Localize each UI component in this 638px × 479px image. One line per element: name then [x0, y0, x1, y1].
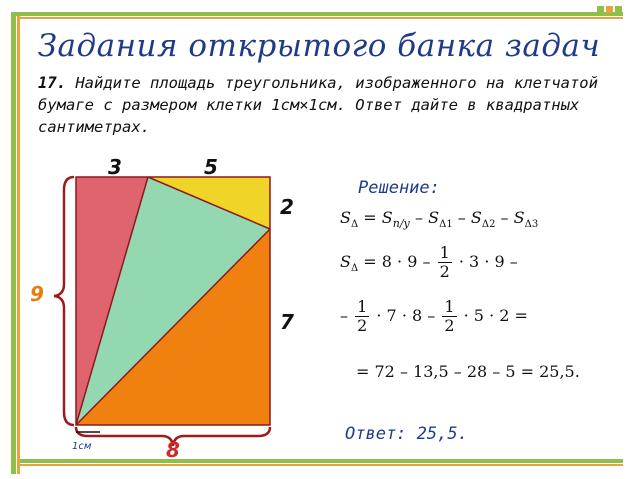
slide-title: Задания открытого банка задач	[37, 28, 601, 64]
label-top-left: 3	[108, 155, 122, 179]
label-right-bottom: 7	[280, 310, 294, 334]
label-height: 9	[30, 282, 44, 306]
unit-label: 1см	[72, 441, 92, 452]
problem-text: Найдите площадь треугольника, изображенного на клетчатой бумаге с размером клетки 1см×1см. Ответ дайте в квадратных сантиметрах.	[38, 74, 598, 136]
formula-line-4: = 72 – 13,5 – 28 – 5 = 25,5.	[356, 362, 580, 381]
solution-heading: Решение:	[358, 178, 440, 198]
problem-number: 17.	[38, 74, 66, 92]
fraction: $\frac{1}{2}$	[439, 243, 450, 281]
fraction: $\frac{1}{2}$	[444, 297, 455, 335]
label-width: 8	[166, 438, 180, 462]
formula-line-2: $S_\Delta = 8 \cdot 9$ – $\frac{1}{2}$ · 3 · 9 –	[340, 243, 518, 281]
formula-line-1: $S_\Delta = S_{п/у} - S_{\Delta 1} - S_{\Delta 2} - S_{\Delta 3}$	[340, 208, 539, 231]
formula-line-3: – $\frac{1}{2}$ · 7 · 8 – $\frac{1}{2}$ · 5 · 2 =	[340, 297, 528, 335]
label-top-right: 5	[204, 155, 218, 179]
answer-text: Ответ: 25,5.	[345, 424, 468, 444]
left-brace	[54, 177, 74, 425]
fraction: $\frac{1}{2}$	[357, 297, 368, 335]
label-right-top: 2	[280, 195, 294, 219]
